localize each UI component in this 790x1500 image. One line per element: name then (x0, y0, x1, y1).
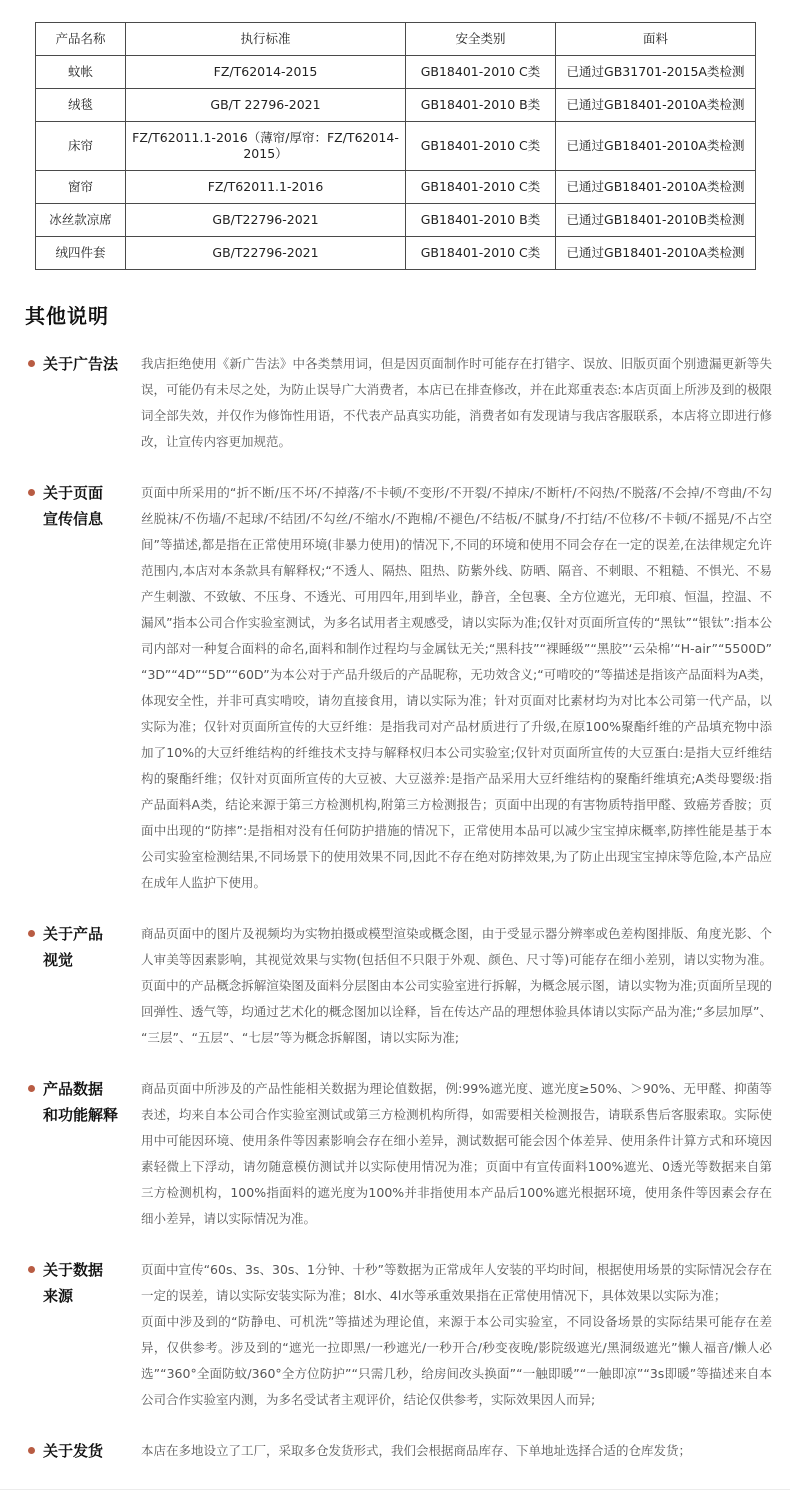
bullet-icon (28, 930, 35, 937)
table-cell: 已通过GB18401-2010A类检测 (556, 237, 756, 270)
note-paragraph: 商品页面中的图片及视频均为实物拍摄或模型渲染或概念图，由于受显示器分辨率或色差构图排版、角度光影、个人审美等因素影响，其视觉效果与实物(包括但不只限于外观、颜色、尺寸等)可能存在细小差别，请以实物为准。页面中的产品概念拆解渲染图及面料分层图由本公司实验室进行拆解，为概念展示图，请以实物为准;页面所呈现的回弹性、透气等，均通过艺术化的概念图加以诠释，旨在传达产品的理想体验具体请以实际产品为准;“多层加厚”、“三层”、“五层”、“七层”等为概念拆解图，请以实际为准; (141, 926, 772, 1045)
table-cell: 已通过GB18401-2010A类检测 (556, 89, 756, 122)
table-cell: GB/T 22796-2021 (126, 89, 406, 122)
table-row (36, 204, 756, 237)
note-text (141, 1076, 772, 1232)
other-notes-heading: 其他说明 (25, 304, 109, 328)
column-header-product-name: 产品名称 (36, 23, 126, 56)
table-cell: GB18401-2010 C类 (406, 122, 556, 171)
other-notes-list (0, 351, 790, 1464)
other-note-item (28, 1257, 772, 1413)
column-header-fabric: 面料 (556, 23, 756, 56)
note-label: 关于数据 来源 (43, 1261, 104, 1305)
bullet-icon (28, 1447, 35, 1454)
product-notes-page (0, 22, 790, 1500)
note-label: 关于发货 (43, 1442, 104, 1460)
note-label: 产品数据 和功能解释 (43, 1080, 119, 1124)
table-cell: GB18401-2010 C类 (406, 56, 556, 89)
other-note-item (28, 480, 772, 896)
bullet-icon (28, 1266, 35, 1273)
table-cell: GB/T22796-2021 (126, 204, 406, 237)
table-cell: 已通过GB18401-2010B类检测 (556, 204, 756, 237)
column-header-standard: 执行标准 (126, 23, 406, 56)
other-note-item (28, 1076, 772, 1232)
note-paragraph: 本店在多地设立了工厂，采取多仓发货形式，我们会根据商品库存、下单地址选择合适的仓库发货； (141, 1443, 692, 1458)
note-label: 关于页面 宣传信息 (43, 484, 104, 528)
note-paragraph: 页面中所采用的“折不断/压不坏/不掉落/不卡顿/不变形/不开裂/不掉床/不断杆/不闷热/不脱落/不会掉/不弯曲/不勾丝脱袜/不伤墙/不起球/不结团/不勾丝/不缩水/不跑棉/不褪色/不结板/不腻身/不打结/不位移/不卡顿/不摇晃/不占空间”等描述,都是指在正常使用环境(非暴力使用)的情况下,不同的环境和使用不同会存在一定的误差,在法律规定允许范围内,本店对本条款具有解释权;“不透人、隔热、阻热、防紫外线、防晒、隔音、不刺眼、不粗糙、不惧光、不易产生刺激、不致敏、不压身、不透光、可用四年,用到毕业，静音，全包裹、全方位遮光，无印痕、恒温，控温、不漏风”指本公司合作实验室测试，为多名试用者主观感受，请以实际为准;仅针对页面所宣传的“黑钛”“银钛”:指本公司内部对一种复合面料的命名,面料和制作过程均与金属钛无关;“黑科技”“裸睡级”“黑胶”‘云朵棉’“H-air”“5500D”“3D”“4D”“5D”“60D”为本公对于产品升级后的产品昵称，无功效含义;“可啃咬的”等描述是指该产品面料为A类，体现安全性，并非可真实啃咬，请勿直接食用，请以实际为准；针对页面对比素材均为对比本公司第一代产品，以实际为准；仅针对页面所宣传的大豆纤维：是指我司对产品材质进行了升级,在原100%聚酯纤维的产品填充物中添加了10%的大豆纤维结构的纤维技术支持与解释权归本公司实验室;仅针对页面所宣传的大豆蛋白:是指大豆纤维结构的聚酯纤维；仅针对页面所宣传的大豆被、大豆滋养:是指产品采用大豆纤维结构的聚酯纤维填充;A类母婴级:指产品面料A类，结论来源于第三方检测机构,附第三方检测报告；页面中出现的有害物质特指甲醛、致癌芳香胺；页面中出现的“防摔”:是指相对没有任何防护措施的情况下，正常使用本品可以减少宝宝掉床概率,防摔性能是基于本公司实验室检测结果,不同场景下的使用效果不同,因此不存在绝对防摔效果,为了防止出现宝宝掉床等危险,本产品应在成年人监护下使用。 (141, 485, 772, 890)
note-text (141, 1257, 772, 1413)
table-row (36, 237, 756, 270)
note-paragraph: 页面中宣传“60s、3s、30s、1分钟、十秒”等数据为正常成年人安装的平均时间，根据使用场景的实际情况会存在一定的误差，请以实际安装实际为准；8l水、4l水等承重效果指在正常使用情况下，具体效果以实际为准； (141, 1262, 772, 1303)
table-row (36, 122, 756, 171)
table-cell: 绒毯 (36, 89, 126, 122)
bullet-icon (28, 489, 35, 496)
table-row (36, 171, 756, 204)
table-cell: 已通过GB18401-2010A类检测 (556, 171, 756, 204)
note-label: 关于广告法 (43, 355, 119, 373)
note-text (141, 480, 772, 896)
table-cell: 冰丝款凉席 (36, 204, 126, 237)
table-cell: FZ/T62014-2015 (126, 56, 406, 89)
table-cell: GB18401-2010 C类 (406, 171, 556, 204)
note-paragraph: 我店拒绝使用《新广告法》中各类禁用词，但是因页面制作时可能存在打错字、误放、旧版页面个别遗漏更新等失误，可能仍有未尽之处，为防止误导广大消费者，本店已在排查修改，并在此郑重表态:本店页面上所涉及到的极限词全部失效，并仅作为修饰性用语，不代表产品真实功能，消费者如有发现请与我店客服联系，本店将立即进行修改，让宣传内容更加规范。 (141, 356, 772, 449)
table-cell: 绒四件套 (36, 237, 126, 270)
other-note-item (28, 921, 772, 1051)
table-row (36, 56, 756, 89)
other-note-item (28, 351, 772, 455)
table-cell: GB18401-2010 C类 (406, 237, 556, 270)
note-text (141, 921, 772, 1051)
table-cell: GB18401-2010 B类 (406, 89, 556, 122)
bottom-divider (0, 1489, 790, 1490)
table-cell: GB/T22796-2021 (126, 237, 406, 270)
table-cell: FZ/T62011.1-2016 (126, 171, 406, 204)
note-text (141, 1438, 772, 1464)
table-cell: 已通过GB18401-2010A类检测 (556, 122, 756, 171)
bullet-icon (28, 360, 35, 367)
note-label: 关于产品 视觉 (43, 925, 104, 969)
standards-table (35, 22, 756, 270)
table-cell: 床帘 (36, 122, 126, 171)
note-paragraph: 商品页面中所涉及的产品性能相关数据为理论值数据，例:99%遮光度、遮光度≥50%、＞90%、无甲醛、抑菌等表述，均来自本公司合作实验室测试或第三方检测机构所得，如需要相关检测报告，请联系售后客服索取。实际使用中可能因环境、使用条件等因素影响会存在细小差异，测试数据可能会因个体差异、使用条件计算方式和环境因素轻微上下浮动，请勿随意模仿测试并以实际使用情况为准；页面中有宣传面料100%遮光、0透光等数据来自第三方检测机构，100%指面料的遮光度为100%并非指使用本产品后100%遮光根据环境，使用条件等因素会存在细小差异，请以实际情况为准。 (141, 1081, 772, 1226)
table-cell: FZ/T62011.1-2016（薄帘/厚帘：FZ/T62014-2015） (126, 122, 406, 171)
table-cell: 蚊帐 (36, 56, 126, 89)
other-note-item (28, 1438, 772, 1464)
note-paragraph: 页面中涉及到的“防静电、可机洗”等描述为理论值，来源于本公司实验室，不同设备场景的实际结果可能存在差异，仅供参考。涉及到的“遮光一拉即黑/一秒遮光/一秒开合/秒变夜晚/影院级遮光/黑洞级遮光”懒人福音/懒人必选”“360°全面防蚊/360°全方位防护”“只需几秒，给房间改头换面”“一触即暖”“一触即凉”“3s即暖”等描述来自本公司合作实验室内测，为多名受试者主观评价，结论仅供参考，实际效果因人而异; (141, 1314, 772, 1407)
column-header-safety-class: 安全类别 (406, 23, 556, 56)
table-cell: 已通过GB31701-2015A类检测 (556, 56, 756, 89)
note-text (141, 351, 772, 455)
bullet-icon (28, 1085, 35, 1092)
table-cell: GB18401-2010 B类 (406, 204, 556, 237)
table-header-row (36, 23, 756, 56)
table-row (36, 89, 756, 122)
table-cell: 窗帘 (36, 171, 126, 204)
